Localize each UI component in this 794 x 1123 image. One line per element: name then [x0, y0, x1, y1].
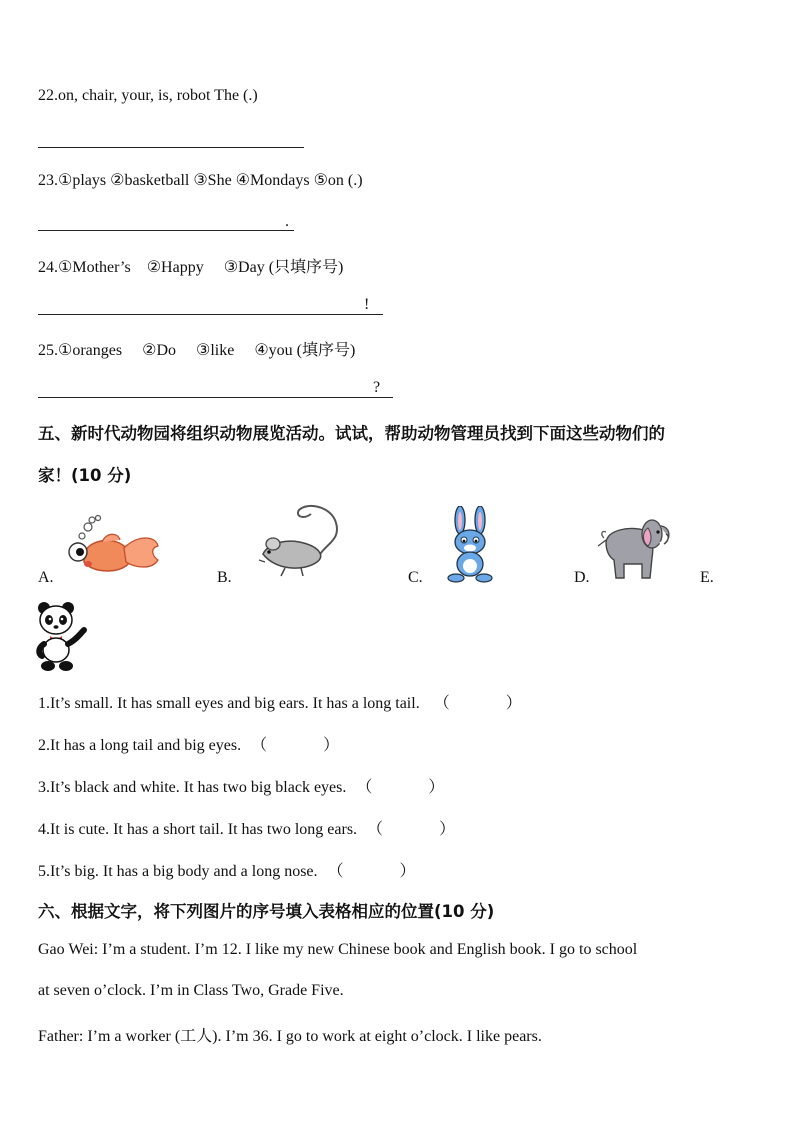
- option-b-label: B.: [217, 569, 232, 586]
- answer-line-24: [38, 314, 383, 315]
- item-3: [38, 774, 444, 797]
- mouse-icon: [255, 500, 347, 580]
- option-c-label: C.: [408, 569, 423, 586]
- answer-line-23: [38, 230, 294, 231]
- section-5-heading-line1: 五、新时代动物园将组织动物展览活动。试试，帮助动物管理员找到下面这些动物们的: [38, 424, 665, 443]
- panda-icon: [34, 600, 88, 674]
- answer-paren-open: （: [356, 779, 373, 796]
- answer-paren-open: （: [433, 695, 450, 712]
- gao-wei-paragraph-line2: at seven o’clock. I’m in Class Two, Grade Five.: [38, 982, 344, 999]
- gao-wei-paragraph-line1: Gao Wei: I’m a student. I’m 12. I like my new Chinese book and English book. I go to school: [38, 941, 638, 958]
- section-6-heading: 六、根据文字，将下列图片的序号填入表格相应的位置(10 分): [38, 902, 495, 921]
- question-23: 23.①plays ②basketball ③She ④Mondays ⑤on (.): [38, 172, 363, 189]
- item-5-text: 5.It’s big. It has a big body and a long nose.: [38, 863, 318, 880]
- end-mark-25: ?: [373, 379, 381, 396]
- item-1: [38, 690, 522, 713]
- answer-paren-open: （: [251, 737, 268, 754]
- answer-paren-close: ）: [323, 737, 340, 754]
- item-5: [38, 858, 416, 881]
- end-mark-24: !: [364, 296, 370, 313]
- answer-paren-open: （: [367, 821, 384, 838]
- option-d-label: D.: [574, 569, 590, 586]
- question-25: 25.①oranges ②Do ③like ④you (填序号): [38, 342, 356, 359]
- answer-paren-close: ）: [505, 695, 522, 712]
- answer-paren-close: ）: [428, 779, 445, 796]
- item-4-text: 4.It is cute. It has a short tail. It has two long ears.: [38, 821, 358, 838]
- father-paragraph: Father: I’m a worker (工人). I’m 36. I go to work at eight o’clock. I like pears.: [38, 1028, 542, 1045]
- answer-paren-open: （: [327, 863, 344, 880]
- item-3-text: 3.It’s black and white. It has two big black eyes.: [38, 779, 347, 796]
- elephant-icon: [598, 512, 672, 584]
- item-2: [38, 732, 339, 755]
- item-1-text: 1.It’s small. It has small eyes and big ears. It has a long tail.: [38, 695, 420, 712]
- rabbit-icon: [440, 506, 500, 584]
- answer-paren-close: ）: [399, 863, 416, 880]
- question-24: 24.①Mother’s ②Happy ③Day (只填序号): [38, 259, 344, 276]
- option-e-label: E.: [700, 569, 714, 586]
- section-5-heading-line2: 家！(10 分): [38, 466, 132, 485]
- option-a-label: A.: [38, 569, 54, 586]
- answer-line-25: [38, 397, 393, 398]
- answer-paren-close: ）: [439, 821, 456, 838]
- goldfish-icon: [62, 512, 162, 580]
- question-22: 22.on, chair, your, is, robot The (.): [38, 87, 258, 104]
- end-mark-23: .: [285, 213, 289, 230]
- answer-line-22: [38, 147, 304, 148]
- item-4: [38, 816, 455, 839]
- item-2-text: 2.It has a long tail and big eyes.: [38, 737, 242, 754]
